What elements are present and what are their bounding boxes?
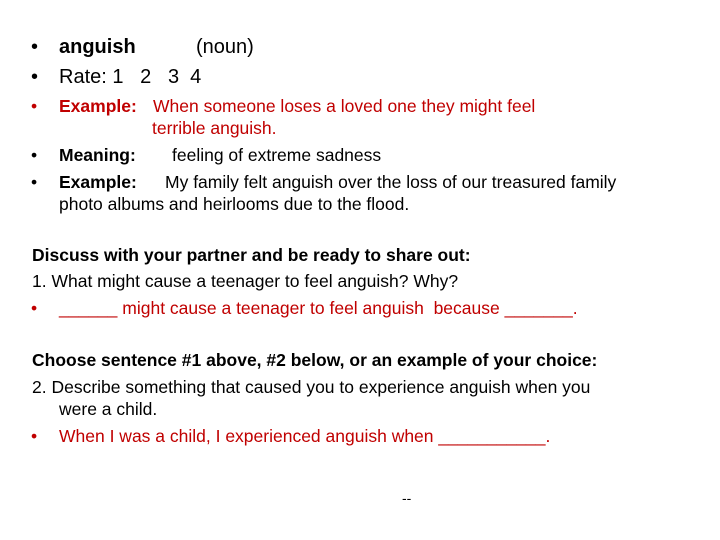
example2-label: Example: bbox=[59, 172, 137, 192]
discuss-sentence-frame: ______ might cause a teenager to feel anguish because _______. bbox=[59, 298, 578, 318]
choose-question-cont: were a child. bbox=[59, 399, 158, 419]
bullet: • bbox=[31, 298, 38, 318]
meaning-label: Meaning: bbox=[59, 145, 136, 165]
bullet: • bbox=[31, 36, 39, 58]
rate-label: Rate: 1 2 3 4 bbox=[59, 66, 202, 88]
vocab-word: anguish bbox=[59, 36, 136, 58]
choose-sentence-frame: When I was a child, I experienced anguish when ___________. bbox=[59, 426, 551, 446]
choose-question: 2. Describe something that caused you to experience anguish when you bbox=[32, 377, 591, 397]
bullet: • bbox=[31, 426, 38, 446]
example1-text: When someone loses a loved one they might feel bbox=[153, 96, 536, 116]
example1-text-cont: terrible anguish. bbox=[152, 118, 277, 138]
footer-mark: -- bbox=[402, 490, 412, 506]
example2-text-cont: photo albums and heirlooms due to the flood. bbox=[59, 194, 410, 214]
bullet: • bbox=[31, 172, 38, 192]
meaning-text: feeling of extreme sadness bbox=[172, 145, 382, 165]
choose-heading: Choose sentence #1 above, #2 below, or an example of your choice: bbox=[32, 350, 598, 370]
part-of-speech: (noun) bbox=[196, 36, 254, 58]
example2-text: My family felt anguish over the loss of our treasured family bbox=[165, 172, 617, 192]
discuss-heading: Discuss with your partner and be ready to share out: bbox=[32, 245, 471, 265]
discuss-question: 1. What might cause a teenager to feel anguish? Why? bbox=[32, 271, 459, 291]
bullet: • bbox=[31, 66, 39, 88]
example1-label: Example: bbox=[59, 96, 137, 116]
bullet: • bbox=[31, 145, 38, 165]
bullet: • bbox=[31, 96, 38, 116]
